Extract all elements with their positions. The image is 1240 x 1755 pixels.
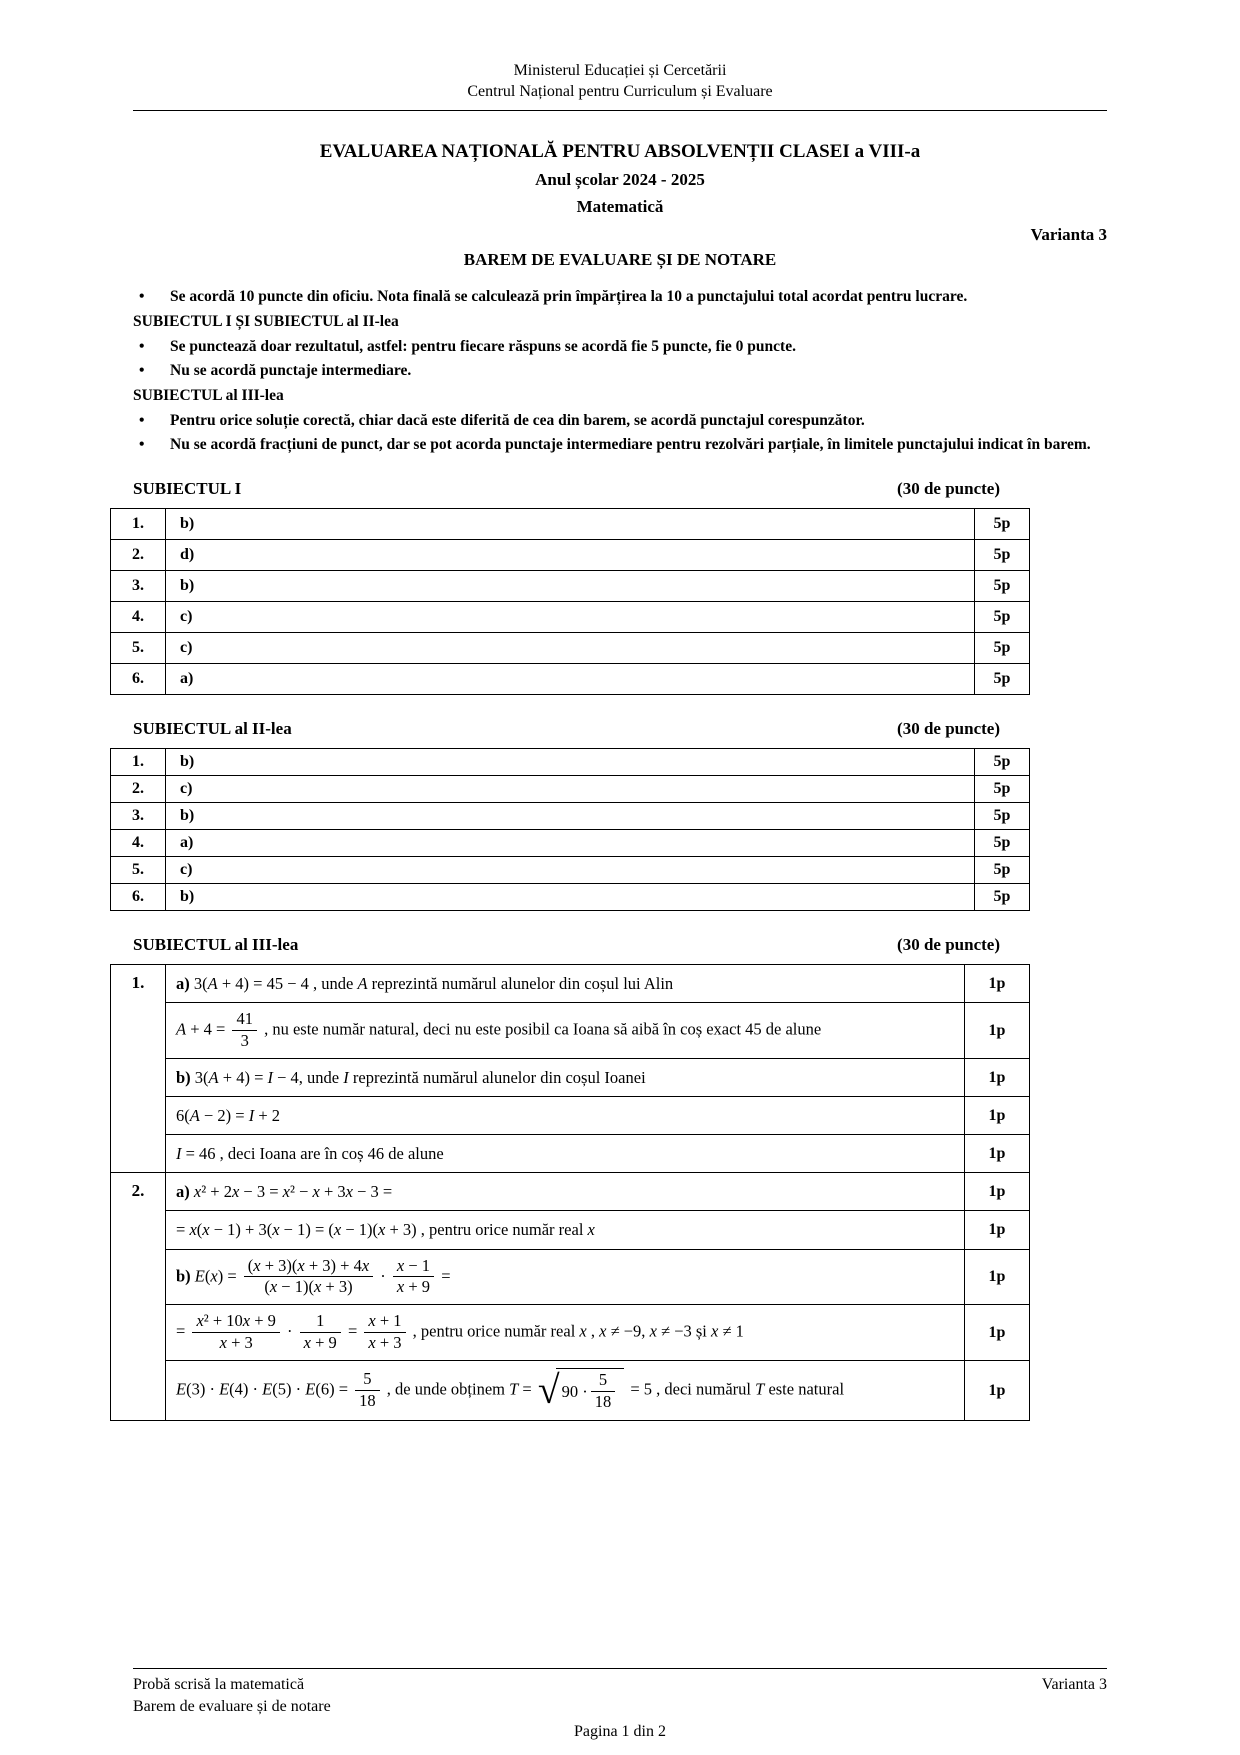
row-answer: b): [166, 509, 975, 540]
square-root: √ 90 · $\frac{5}{18}$: [538, 1368, 624, 1413]
row-number: 6.: [111, 884, 166, 911]
section-points: (30 de puncte): [897, 719, 1000, 738]
solution-row: [111, 1097, 1030, 1135]
step-points: 1p: [965, 1059, 1030, 1097]
row-number: 4.: [111, 602, 166, 633]
table-row: [111, 830, 1030, 857]
footer-divider: [133, 1668, 1107, 1669]
exam-title: EVALUAREA NAȚIONALĂ PENTRU ABSOLVENȚII CLASEI a VIII-a: [319, 141, 921, 162]
instructions-block: [133, 286, 1107, 455]
row-answer: c): [166, 602, 975, 633]
fraction: $\frac{5}{18}$: [355, 1370, 380, 1411]
row-number: 6.: [111, 664, 166, 695]
step-points: 1p: [965, 1361, 1030, 1421]
row-points: 5p: [975, 509, 1030, 540]
footer-doc-type: Barem de evaluare și de notare: [133, 1698, 331, 1715]
solution-step: I = 46 , deci Ioana are în coș 46 de alune: [166, 1135, 965, 1173]
row-points: 5p: [975, 830, 1030, 857]
problem-number: 2.: [111, 1173, 166, 1421]
bullet-icon: •: [139, 362, 145, 379]
table-row: [111, 749, 1030, 776]
subject3-table: [110, 964, 1030, 1421]
row-points: 5p: [975, 602, 1030, 633]
document-header: [133, 60, 1107, 111]
subject3-heading: [133, 935, 1000, 955]
step-points: 1p: [965, 1305, 1030, 1361]
center-line: Centrul Național pentru Curriculum și Evaluare: [467, 83, 773, 100]
fraction: $\frac{x - 1}{x + 9}$: [393, 1257, 434, 1298]
instruction-text: Nu se acordă fracțiuni de punct, dar se pot acorda punctaje intermediare pentru rezolvări parțiale, în limitele punctajului indicat în barem.: [170, 436, 1091, 453]
solution-row: [111, 1361, 1030, 1421]
solution-row: [111, 1173, 1030, 1211]
instruction-bullet: [133, 286, 1107, 307]
solution-row: [111, 1305, 1030, 1361]
solution-row: [111, 1135, 1030, 1173]
barem-title: BAREM DE EVALUARE ȘI DE NOTARE: [463, 250, 777, 269]
page-footer: [133, 1668, 1107, 1741]
instruction-bullet: [133, 336, 1107, 357]
step-points: 1p: [965, 965, 1030, 1003]
ministry-line: Ministerul Educației și Cercetării: [513, 62, 727, 79]
section-points: (30 de puncte): [897, 935, 1000, 954]
row-number: 5.: [111, 857, 166, 884]
bullet-icon: •: [139, 338, 145, 355]
row-points: 5p: [975, 857, 1030, 884]
subject2-table: [110, 748, 1030, 911]
section-title: SUBIECTUL al III-lea: [133, 935, 299, 954]
row-points: 5p: [975, 540, 1030, 571]
bullet-icon: •: [139, 288, 145, 305]
row-points: 5p: [975, 884, 1030, 911]
row-number: 2.: [111, 540, 166, 571]
fraction: $\frac{41}{3}$: [232, 1010, 257, 1051]
step-points: 1p: [965, 1173, 1030, 1211]
table-row: [111, 857, 1030, 884]
fraction: $\frac{5}{18}$: [591, 1371, 616, 1412]
section-title: SUBIECTUL al II-lea: [133, 719, 292, 738]
row-answer: c): [166, 857, 975, 884]
step-points: 1p: [965, 1211, 1030, 1249]
row-answer: c): [166, 633, 975, 664]
step-points: 1p: [965, 1249, 1030, 1305]
table-row: [111, 540, 1030, 571]
fraction: $\frac{x + 1}{x + 3}$: [364, 1312, 405, 1353]
row-answer: b): [166, 749, 975, 776]
row-number: 1.: [111, 749, 166, 776]
solution-step: = $\frac{\text{x² + 10x + 9}}{x + 3}$ · $\frac{1}{x + 9}$ = $\frac{x + 1}{x + 3}$ , pentru orice număr real x , x ≠ −9, x ≠ −3 și x ≠ 1: [166, 1305, 965, 1361]
solution-row: [111, 1249, 1030, 1305]
instruction-bullet: [133, 410, 1107, 431]
subject1-table: [110, 508, 1030, 695]
solution-step: 6(A − 2) = I + 2: [166, 1097, 965, 1135]
bullet-icon: •: [139, 412, 145, 429]
row-number: 3.: [111, 571, 166, 602]
solution-row: [111, 965, 1030, 1003]
title-block: [133, 141, 1107, 270]
row-number: 2.: [111, 776, 166, 803]
row-number: 3.: [111, 803, 166, 830]
solution-row: [111, 1003, 1030, 1059]
row-answer: b): [166, 884, 975, 911]
radical-sign: √: [537, 1368, 560, 1413]
solution-step: E(3) · E(4) · E(5) · E(6) = $\frac{5}{18}$ , de unde obținem T = √ 90 · $\frac{5}{18}$ = 5 , deci numărul T este natural: [166, 1361, 965, 1421]
solution-step: a) 3(A + 4) = 45 − 4 , unde A reprezintă numărul alunelor din coșul lui Alin: [166, 965, 965, 1003]
solution-row: [111, 1211, 1030, 1249]
table-row: [111, 884, 1030, 911]
variant-label: Varianta 3: [1030, 225, 1107, 244]
row-points: 5p: [975, 749, 1030, 776]
solution-step: b) E(x) = $\frac{(x + 3)(x + 3) + 4x}{(x - 1)(x + 3)}$ · $\frac{x - 1}{x + 9}$ =: [166, 1249, 965, 1305]
table-row: [111, 776, 1030, 803]
row-answer: b): [166, 803, 975, 830]
problem-number: 1.: [111, 965, 166, 1173]
subject2-heading: [133, 719, 1000, 739]
subject-name: Matematică: [576, 197, 664, 216]
solution-step: b) 3(A + 4) = I − 4, unde I reprezintă numărul alunelor din coșul Ioanei: [166, 1059, 965, 1097]
step-points: 1p: [965, 1135, 1030, 1173]
row-points: 5p: [975, 664, 1030, 695]
fraction: $\frac{1}{x + 9}$: [300, 1312, 341, 1353]
row-number: 5.: [111, 633, 166, 664]
instruction-text: Se acordă 10 puncte din oficiu. Nota finală se calculează prin împărțirea la 10 a punctajului total acordat pentru lucrare.: [170, 288, 968, 305]
section-points: (30 de puncte): [897, 479, 1000, 498]
row-answer: a): [166, 830, 975, 857]
instruction-bullet: [133, 434, 1107, 455]
row-answer: a): [166, 664, 975, 695]
table-row: [111, 602, 1030, 633]
step-points: 1p: [965, 1003, 1030, 1059]
bullet-icon: •: [139, 436, 145, 453]
row-number: 4.: [111, 830, 166, 857]
row-answer: c): [166, 776, 975, 803]
instruction-subheader: SUBIECTUL al III-lea: [133, 387, 284, 404]
footer-variant: Varianta 3: [1041, 1676, 1107, 1693]
table-row: [111, 664, 1030, 695]
solution-step: A + 4 = $\frac{41}{3}$ , nu este număr natural, deci nu este posibil ca Ioana să aibă în coș exact 45 de alune: [166, 1003, 965, 1059]
page-number: Pagina 1 din 2: [574, 1723, 666, 1740]
row-points: 5p: [975, 633, 1030, 664]
table-row: [111, 571, 1030, 602]
row-points: 5p: [975, 803, 1030, 830]
row-answer: d): [166, 540, 975, 571]
fraction: $\frac{(x + 3)(x + 3) + 4x}{(x - 1)(x + 3)}$: [244, 1257, 373, 1298]
instruction-subheader: SUBIECTUL I ȘI SUBIECTUL al II-lea: [133, 313, 399, 330]
step-points: 1p: [965, 1097, 1030, 1135]
school-year: Anul școlar 2024 - 2025: [535, 170, 705, 189]
instruction-text: Pentru orice soluție corectă, chiar dacă este diferită de cea din barem, se acordă punctajul corespunzător.: [170, 412, 865, 429]
instruction-bullet: [133, 360, 1107, 381]
subject1-heading: [133, 479, 1000, 499]
footer-row: [133, 1674, 1107, 1696]
section-title: SUBIECTUL I: [133, 479, 242, 498]
table-row: [111, 509, 1030, 540]
row-answer: b): [166, 571, 975, 602]
solution-step: a) x² + 2x − 3 = x² − x + 3x − 3 =: [166, 1173, 965, 1211]
table-row: [111, 803, 1030, 830]
fraction: $\frac{\text{x² + 10x + 9}}{x + 3}$: [192, 1312, 279, 1353]
table-row: [111, 633, 1030, 664]
footer-exam-type: Probă scrisă la matematică: [133, 1676, 305, 1693]
row-points: 5p: [975, 571, 1030, 602]
instruction-text: Nu se acordă punctaje intermediare.: [170, 362, 412, 379]
solution-row: [111, 1059, 1030, 1097]
row-points: 5p: [975, 776, 1030, 803]
row-number: 1.: [111, 509, 166, 540]
instruction-text: Se punctează doar rezultatul, astfel: pentru fiecare răspuns se acordă fie 5 puncte, fie 0 puncte.: [170, 338, 796, 355]
solution-step: = x(x − 1) + 3(x − 1) = (x − 1)(x + 3) , pentru orice număr real x: [166, 1211, 965, 1249]
